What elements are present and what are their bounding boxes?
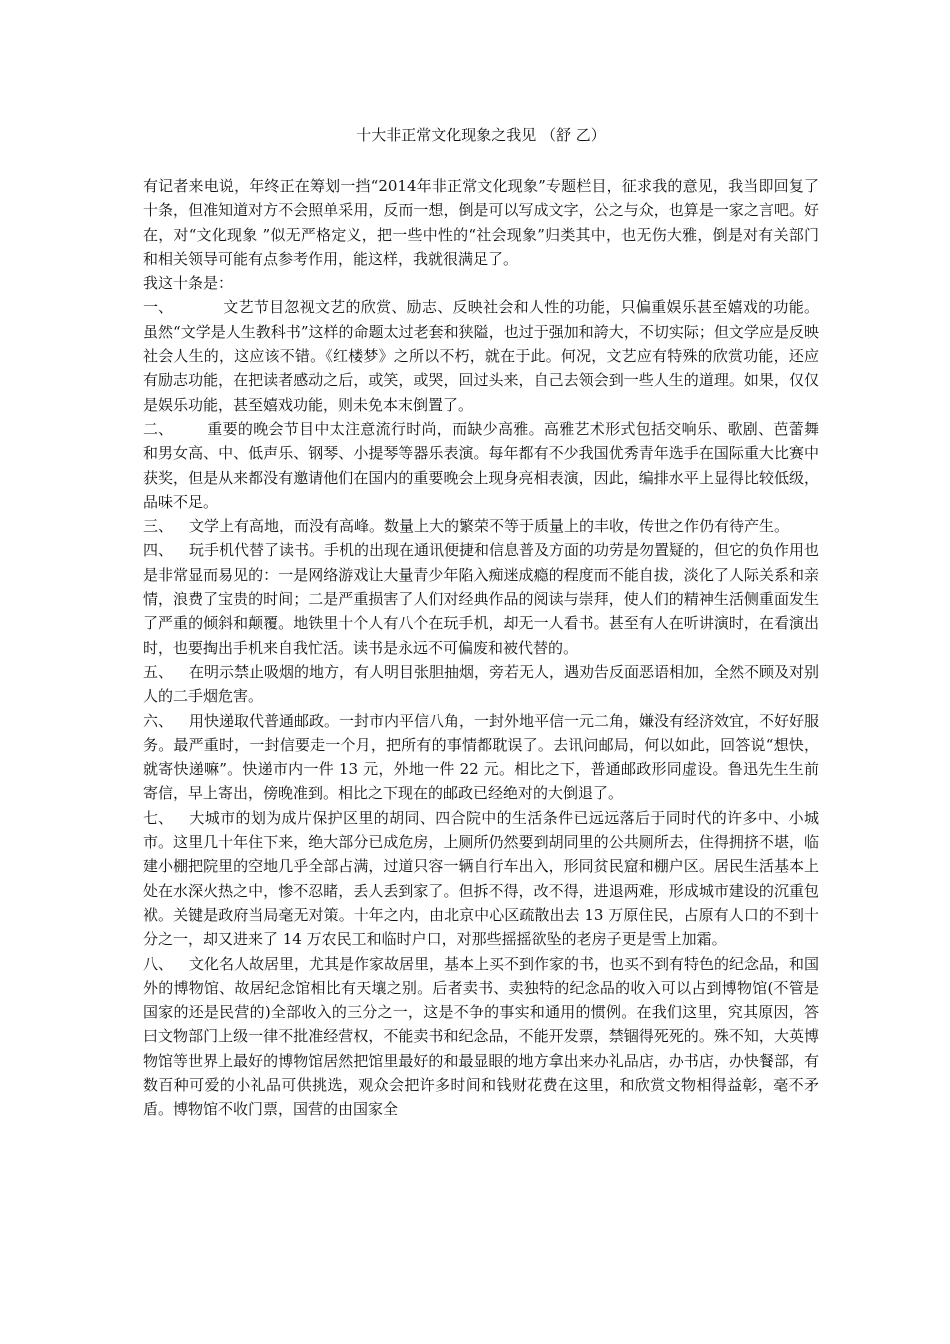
document-page: [143, 124, 819, 1122]
item-number: 四、: [143, 541, 174, 560]
lead-line: 我这十条是：: [143, 274, 234, 293]
item-number: 六、: [143, 711, 174, 730]
item-text: 大城市的划为成片保护区里的胡同、四合院中的生活条件已远远落后于同时代的许多中、小城市。这里几十年住下来，绝大部分已成危房，上厕所仍然要到胡同里的公共厕所去，住得拥挤不堪，临建小棚把院里的空地几乎全部占满，过道只容一辆自行车出入，形同贫民窟和棚户区。居民生活基本上处在水深火热之中，惨不忍睹，丢人丢到家了。但拆不得，改不得，进退两难，形成城市建设的沉重包袱。关键是政府当局毫无对策。十年之内，由北京中心区疏散出去 13 万原住民，占原有人口的不到十分之一，却又进来了 14 万农民工和临时户口，对那些摇摇欲坠的老房子更是雪上加霜。: [143, 808, 819, 949]
item-text: 文化名人故居里，尤其是作家故居里，基本上买不到作家的书，也买不到有特色的纪念品，和国外的博物馆、故居纪念馆相比有天壤之别。后者卖书、卖独特的纪念品的收入可以占到博物馆(不管是国家的还是民营的)全部收入的三分之一，这是不争的事实和通用的惯例。在我们这里，究其原因，答曰文物部门上级一律不批准经营权，不能卖书和纪念品，不能开发票，禁锢得死死的。殊不知，大英博物馆等世界上最好的博物馆居然把馆里最好的和最显眼的地方拿出来办礼品店，办书店，办快餐部，有数百种可爱的小礼品可供挑选，观众会把许多时间和钱财花费在这里，和欣赏文物相得益彰，毫不矛盾。博物馆不收门票，国营的由国家全: [143, 954, 820, 1119]
item-text: 文艺节目忽视文艺的欣赏、励志、反映社会和人性的功能，只偏重娱乐甚至嬉戏的功能。虽然“文学是人生教科书”这样的命题太过老套和狭隘，也过于强加和誇大，不切实际；但文学应是反映社会人生的，这应该不错。《红楼梦》之所以不朽，就在于此。何况，文艺应有特殊的欣赏功能，还应有励志功能，在把读者感动之后，或笑，或哭，回过头来，自己去领会到一些人生的道理。如果，仅仅是娱乐功能，甚至嬉戏功能，则未免本末倒置了。: [143, 298, 819, 414]
list-item: [143, 538, 819, 659]
item-text: 用快递取代普通邮政。一封市内平信八角，一封外地平信一元二角，嫌没有经济效宜，不好好服务。最严重时，一封信要走一个月，把所有的事情都耽误了。去讯问邮局，何以如此，回答说“想快，就寄快递嘛”。快递市内一件 13 元，外地一件 22 元。相比之下，普通邮政形同虚设。鲁迅先生生前寄信，早上寄出，傍晚准到。相比之下现在的邮政已经绝对的大倒退了。: [143, 711, 820, 803]
item-number: 八、: [143, 954, 174, 973]
item-text: 在明示禁止吸烟的地方，有人明目张胆抽烟，旁若无人，遇劝告反面恶语相加，全然不顾及对别人的二手烟危害。: [143, 662, 820, 706]
list-item: [143, 806, 819, 952]
item-text: 玩手机代替了读书。手机的出现在通讯便捷和信息普及方面的功劳是勿置疑的，但它的负作用也是非常显而易见的：一是网络游戏让大量青少年陷入痴迷成瘾的程度而不能自拔，淡化了人际关系和亲情，浪费了宝贵的时间；二是严重损害了人们对经典作品的阅读与崇拜，使人们的精神生活侧重面发生了严重的倾斜和颠覆。地铁里十个人有八个在玩手机，却无一人看书。甚至有人在听讲演时，在看演出时，也要掏出手机来自我忙活。读书是永远不可偏废和被代替的。: [143, 541, 820, 657]
list-item: [143, 417, 819, 514]
document-title: 十大非正常文化现象之我见 （舒 乙）: [356, 126, 606, 144]
item-number: 三、: [143, 517, 174, 536]
list-item: [143, 952, 819, 1122]
list-item: [143, 514, 819, 538]
item-number: 七、: [143, 808, 174, 827]
list-item: [143, 295, 819, 416]
item-text: 重要的晚会节目中太注意流行时尚，而缺少高雅。高雅艺术形式包括交响乐、歌剧、芭蕾舞和男女高、中、低声乐、钢琴、小提琴等器乐表演。每年都有不少我国优秀青年选手在国际重大比赛中获奖，但是从来都没有邀请他们在国内的重要晚会上现身亮相表演，因此，编排水平上显得比较低级，品味不足。: [143, 419, 819, 511]
list-item: [143, 709, 819, 806]
item-number: 一、: [143, 298, 174, 317]
item-text: 文学上有高地，而没有高峰。数量上大的繁荣不等于质量上的丰收，传世之作仍有待产生。: [189, 517, 790, 536]
intro-paragraph: 有记者来电说，年终正在筹划一挡“2014年非正常文化现象”专题栏目，征求我的意见，我当即回复了十条，但准知道对方不会照单采用，反而一想，倒是可以写成文字，公之与众，也算是一家之言吧。好在，对“文化现象 ”似无严格定义，把一些中性的“社会现象”归类其中，也无伤大雅，倒是对有关部门和相关领导可能有点参考作用，能这样，我就很满足了。: [143, 177, 819, 268]
item-number: 五、: [143, 662, 174, 681]
list-item: [143, 660, 819, 709]
item-number: 二、: [143, 419, 174, 438]
